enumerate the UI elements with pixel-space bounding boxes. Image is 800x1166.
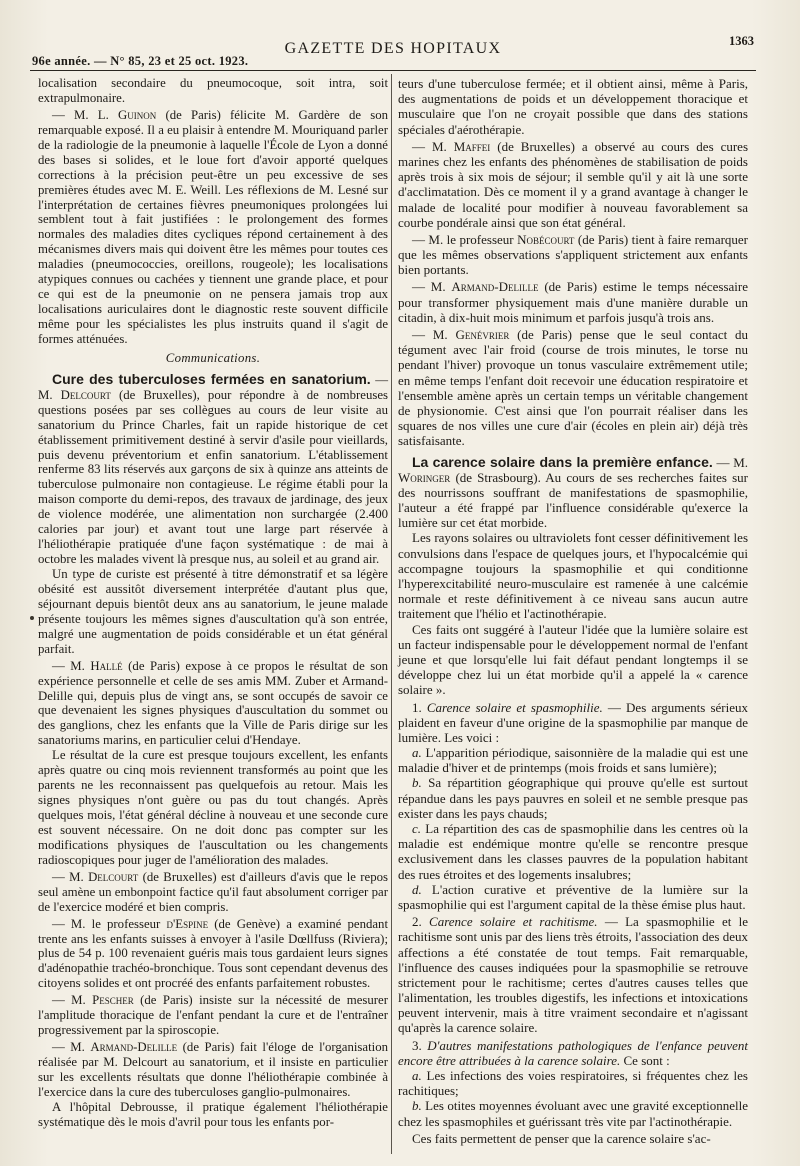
paragraph: Le résultat de la cure est presque toujours excellent, les enfants après quatre ou cinq mois reviennent transformés au point que les parents ne les reconnaissent pas quelquefois au retour. Mais les signes physiques n'ont guère ou pas du tout changés. Après quelques mois, l'état général décline à nouveau et une seconde cure est souvent nécessaire. On ne doit donc pas compter sur les modifications physiques de l'auscultation ou les changements radioscopiques pour juger de l'amélioration des malades. <box>38 748 388 867</box>
list-item: a. L'apparition périodique, saisonnière de la maladie qui est une maladie d'hiver et de printemps (mois froids et sans lumière); <box>398 745 748 776</box>
list-item: b. Les otites moyennes évoluant avec une gravité exceptionnelle chez les spasmophiles et guérissant très vite par l'actinothérapie. <box>398 1098 748 1129</box>
speaker-name: Armand-Delille <box>451 279 539 295</box>
speaker-name: Hallé <box>90 658 123 673</box>
issue-info: 96e année. — N° 85, 23 et 25 oct. 1923. <box>32 54 249 68</box>
paragraph: — M. Delcourt (de Bruxelles) est d'ailleurs d'avis que le repos seul amène un embonpoint factice qu'il faut absolument corriger par de l'exercice modéré et bien compris. <box>38 869 388 914</box>
section-heading: Communications. <box>165 350 261 365</box>
list-item: 1. Carence solaire et spasmophilie. — Des arguments sérieux plaident en faveur d'une origine de la spasmophilie par manque de lumière. Les voici : <box>398 699 748 745</box>
journal-title: GAZETTE DES HOPITAUX <box>284 40 502 57</box>
header-rule <box>30 70 756 71</box>
paragraph: — M. le professeur Nobécourt (de Paris) tient à faire remarquer que les mêmes observations s'appliquent strictement aux enfants bien portants. <box>398 231 749 278</box>
speaker-name: Nobécourt <box>517 231 575 247</box>
speaker-name: Armand-Delille <box>90 1040 178 1055</box>
left-column <box>38 76 388 1130</box>
paragraph: — M. L. Guinon (de Paris) félicite M. Gardère de son remarquable exposé. Il a eu plaisir à entendre M. Mouriquand parler de la radiologie de la pneumonie à laquelle l'École de Lyon a donné des bases si solides, et le loue fort d'avoir apporté quelques corrections à la précision peut-être un peu excessive de ses premières études avec M. E. Weill. Les réflexions de M. Lesné sur l'interprétation de certaines fièvres pneumoniques prolongées lui semblent tout à fait justifiées : le prolongement des formes normales des maladies dites cycliques répond certainement à des mécanismes divers mais qui doivent être les mêmes pour toutes ces maladies (pneumococcies, oreillons, rougeole); les localisations atypiques connues ou cachées y tiennent une grande place, et pour ce qui est de la pneumonie on ne pensera jamais trop aux localisations auriculaires dont le diagnostic reste souvent difficile même pour les spécialistes les plus instruits quand il s'agit de formes atténuées. <box>38 107 388 346</box>
column-divider <box>391 74 392 1154</box>
paragraph: — M. Genévrier (de Paris) pense que le seul contact du tégument avec l'air froid (course de trois minutes, le torse nu pendant l'hiver) provoque un tonus vasculaire extrêmement utile; en même temps l'enfant doit recevoir une éducation respiratoire et l'ensemble amène après un certain temps un véritable changement de physionomie. C'est ainsi que l'on pourrait réaliser dans les squares de nos villes une cure d'air (écoles en plein air) déjà très satisfaisante. <box>398 327 749 449</box>
speaker-name: Woringer <box>398 469 451 485</box>
paragraph: Cure des tuberculoses fermées en sanatorium. — M. Delcourt (de Bruxelles), pour répondre à de nombreuses questions posées par ses collègues au cours de leur visite au sanatorium du Prince Charles, fait un rapide historique de cet établissement primitivement destiné à servir d'asile pour vieillards, puis devenu préventorium et enfin sanatorium. L'établissement renferme 83 lits réservés aux garçons de six à quinze ans atteints de tuberculose pulmonaire non contagieuse. Le régime établi pour la maison comporte du demi-repos, des travaux de jardinage, des jeux de violence modérée, une alimentation non surchargée (2.400 calories par jour) et avant tout une large part réservée à l'héliothérapie pratiquée d'une façon systématique : de mai à octobre les malades vivent là presque nus, au soleil et au grand air. <box>38 370 389 567</box>
communication-title: La carence solaire dans la première enfance. <box>412 453 713 470</box>
paragraph: — M. Hallé (de Paris) expose à ce propos le résultat de son expérience personnelle et celle de ses amis MM. Zuber et Armand-Delille qui, depuis plus de vingt ans, se sont occupés de savoir ce que devenaient les signes physiques d'auscultation du sommet ou des ganglions, chez les enfants que la Ville de Paris dirige sur les sanatoriums marins, en particulier celui d'Hendaye. <box>38 658 389 748</box>
paragraph: Les rayons solaires ou ultraviolets font cesser définitivement les convulsions dans l'espace de quelques jours, et l'hypocalcémie qui accompagne toujours la spasmophilie et qui conditionne l'hyperexcitabilité neuro-musculaire est ramenée à une calcémie normale et reste définitivement à ce niveau sans aucun autre traitement que l'hélio et l'actinothérapie. <box>398 530 748 622</box>
speaker-name: Pescher <box>92 993 134 1008</box>
speaker-name: Maffei <box>453 138 491 154</box>
page-header <box>32 34 754 68</box>
paragraph: — M. Maffei (de Bruxelles) a observé au cours des cures marines chez les enfants des phénomènes de stabilisation de poids après trois à six mois de séjour; il semble qu'il y ait là une sorte d'acclimatation. Dès ce moment il y a grand avantage à changer le malade de localité pour modifier à nouveau favorablement sa courbe pondérale ainsi que son état général. <box>398 138 749 230</box>
list-item: b. Sa répartition géographique qui prouve qu'elle est surtout répandue dans les pays pauvres en soleil et ne semble presque pas exister dans les pays chauds; <box>398 775 748 821</box>
communication-title: Cure des tuberculoses fermées en sanatorium. <box>52 370 371 387</box>
paragraph: localisation secondaire du pneumocoque, soit intra, soit extrapulmonaire. <box>38 76 388 105</box>
speaker-name: d'Espine <box>166 916 209 931</box>
list-item: c. La répartition des cas de spasmophilie dans les centres où la maladie est endémique montre qu'elle se rencontre presque exclusivement dans les classes pauvres de la population habitant des rues étroites et des logements insalubres; <box>398 821 749 882</box>
paragraph: — M. Armand-Delille (de Paris) fait l'éloge de l'organisation réalisée par M. Delcourt au sanatorium, et il insiste en particulier sur les excellents résultats que donne l'héliothérapie combinée à l'exercice dans la cure des tuberculoses ganglio-pulmonaires. <box>38 1040 388 1099</box>
paragraph: — M. Pescher (de Paris) insiste sur la nécessité de mesurer l'amplitude thoracique de l'enfant pendant la cure et de l'entraîner progressivement par la spiroscopie. <box>38 993 388 1038</box>
item-heading: D'autres manifestations pathologiques de l'enfance peuvent encore être attribuées à la carence solaire. <box>398 1037 748 1068</box>
paragraph: — M. Armand-Delille (de Paris) estime le temps nécessaire pour transformer physiquement mais d'une manière durable un citadin, à dix-huit mois minimum et parfois jusqu'à trois ans. <box>398 279 748 325</box>
item-heading: Carence solaire et spasmophilie. <box>426 699 603 715</box>
list-item: 3. D'autres manifestations pathologiques de l'enfance peuvent encore être attribuées à la carence solaire. Ce sont : <box>398 1037 748 1068</box>
speaker-name: Delcourt <box>88 869 139 884</box>
list-item: 2. Carence solaire et rachitisme. — La spasmophilie et le rachitisme sont unis par des liens très étroits, l'association des deux affections a été constatée de tout temps. Fait remarquable, l'influence des causes indiquées pour la spasmophilie se retrouve strictement pour le rachitisme; certes d'autres causes telles que l'alimentation, les troubles digestifs, les infections et intoxications peuvent intervenir, mais à titre vraiment secondaire et n'agissant qu'après la carence solaire. <box>398 914 749 1036</box>
item-heading: Carence solaire et rachitisme. <box>429 914 598 930</box>
paragraph: — M. le professeur d'Espine (de Genève) a examiné pendant trente ans les enfants suisses à envoyer à l'asile Dœllfuss (Riviera); plus de 54 p. 100 revenaient guéris mais tous gardaient leurs signes d'adénopathie trachéo-bronchique. Tous sont cependant devenus des citoyens solides et ont procréé des enfants parfaitement robustes. <box>38 916 389 991</box>
list-item: d. L'action curative et préventive de la lumière sur la spasmophilie qui est l'argument capital de la thèse émise plus haut. <box>398 881 749 912</box>
right-column <box>398 76 748 1146</box>
paragraph: Ces faits ont suggéré à l'auteur l'idée que la lumière solaire est un facteur indispensable pour le développement normal de l'enfant jeune et que lorsqu'elle lui fait défaut pendant longtemps il se développe chez lui un état morbide qu'il a appelé la « carence solaire ». <box>398 621 748 698</box>
speaker-name: Genévrier <box>455 327 510 342</box>
paragraph: La carence solaire dans la première enfance. — M. Woringer (de Strasbourg). Au cours de ses recherches faites sur des nourrissons souffrant de manifestations de spasmophilie, l'auteur a été frappé par l'influence considérable qu'exerce la lumière sur cet état morbide. <box>398 453 749 531</box>
paragraph: Un type de curiste est présenté à titre démonstratif et sa légère obésité est aussitôt diversement interprétée d'autant plus que, séjournant depuis bientôt deux ans au sanatorium, le jeune malade présente toujours les mêmes signes d'auscultation qu'à son entrée, malgré une augmentation de poids considérable et un état général parfait. <box>38 567 388 656</box>
list-item: a. Les infections des voies respiratoires, si fréquentes chez les rachitiques; <box>398 1068 748 1099</box>
paragraph: Ces faits permettent de penser que la carence solaire s'ac- <box>412 1130 711 1146</box>
speaker-name: Delcourt <box>60 387 111 402</box>
speaker-name: Guinon <box>118 107 157 122</box>
paragraph: A l'hôpital Debrousse, il pratique également l'héliothérapie systématique dès le mois d'avril pour tous les enfants por- <box>38 1099 388 1129</box>
margin-mark <box>30 616 34 620</box>
page-number: 1363 <box>729 34 754 48</box>
paragraph: teurs d'une tuberculose fermée; et il obtient ainsi, même à Paris, des augmentations de poids et un développement thoracique et musculaire que l'on ne croyait possible que dans des stations spéciales d'aérothérapie. <box>398 76 748 137</box>
